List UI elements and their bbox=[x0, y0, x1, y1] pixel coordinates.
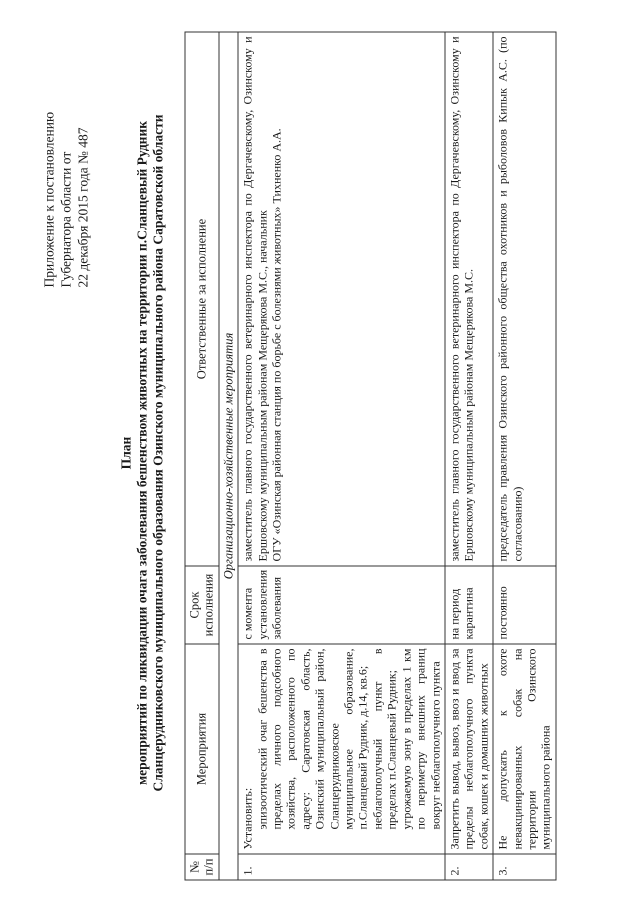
measures-table bbox=[184, 31, 556, 880]
responsible-part-2: ОГУ «Озинская районная станция по борьбе с болезнями животных» Тихненко А.А. bbox=[269, 127, 284, 561]
header-responsible: Ответственные за исполнение bbox=[185, 32, 219, 566]
row-deadline: на период карантина bbox=[444, 566, 492, 644]
row-measures bbox=[238, 644, 445, 854]
title-line-1: мероприятий по ликвидации очага заболевания бешенством животных на территории п.Сланцевый Рудник bbox=[134, 120, 149, 785]
appendix-line-3: 22 декабря 2015 года № 487 bbox=[75, 127, 90, 287]
title-heading: План bbox=[118, 436, 133, 469]
row-num: 3. bbox=[493, 854, 556, 880]
table-header-row bbox=[185, 32, 219, 880]
header-num: № п/п bbox=[185, 854, 219, 880]
header-measures: Мероприятия bbox=[185, 644, 219, 854]
table-row bbox=[238, 32, 445, 880]
measures-item-3: угрожаемую зону в пределах 1 км по периметру внешних границ вокруг неблагополучного пункта bbox=[398, 648, 442, 829]
measures-item-1: эпизоотический очаг бешенства в пределах личного подсобного хозяйства, расположенного по адресу: Саратовская область, Озинский муниципальный район, Сланцерудниковское муниципальное образование, п.Сланцевый Рудник, д.14, кв.6; bbox=[254, 648, 370, 829]
table-row bbox=[444, 32, 492, 880]
appendix-line-1: Приложение к постановлению bbox=[41, 111, 56, 287]
appendix-line-2: Губернатора области от bbox=[58, 151, 73, 287]
table-row bbox=[493, 32, 556, 880]
row-deadline: постоянно bbox=[493, 566, 556, 644]
section-row bbox=[218, 32, 237, 880]
row-deadline: с момента установления заболевания bbox=[238, 566, 445, 644]
row-measures: Запретить вывод, вывоз, ввоз и ввод за пределы неблагополучного пункта собак, кошек и домашних животных bbox=[444, 644, 492, 854]
row-num: 1. bbox=[238, 854, 445, 880]
row-responsible bbox=[238, 32, 445, 566]
row-measures: Не допускать к охоте невакцинированных собак на территории Озинского муниципального района bbox=[493, 644, 556, 854]
title-line-2: Сланцерудниковского муниципального образования Озинского муниципального района Саратовской области bbox=[150, 113, 165, 792]
row-responsible: заместитель главного государственного ветеринарного инспектора по Дергачевскому, Озинскому и Ершовскому муниципальным районам Мещерякова М.С. bbox=[444, 32, 492, 566]
section-title: Организационно-хозяйственные мероприятия bbox=[218, 32, 237, 880]
document-title bbox=[118, 0, 166, 905]
measures-item-2: неблагополучный пункт в пределах п.Сланцевый Рудник; bbox=[369, 648, 399, 829]
measures-intro: Установить: bbox=[240, 787, 255, 849]
row-responsible: председатель правления Озинского районного общества охотников и рыболовов Кипык А.С. (по согласованию) bbox=[493, 32, 556, 566]
row-num: 2. bbox=[444, 854, 492, 880]
appendix-note bbox=[40, 111, 91, 287]
header-deadline: Срок исполнения bbox=[185, 566, 219, 644]
responsible-part-1: заместитель главного государственного ветеринарного инспектора по Дергачевскому, Озинскому и Ершовскому муниципальным районам Мещерякова М.С., начальник bbox=[240, 36, 269, 561]
